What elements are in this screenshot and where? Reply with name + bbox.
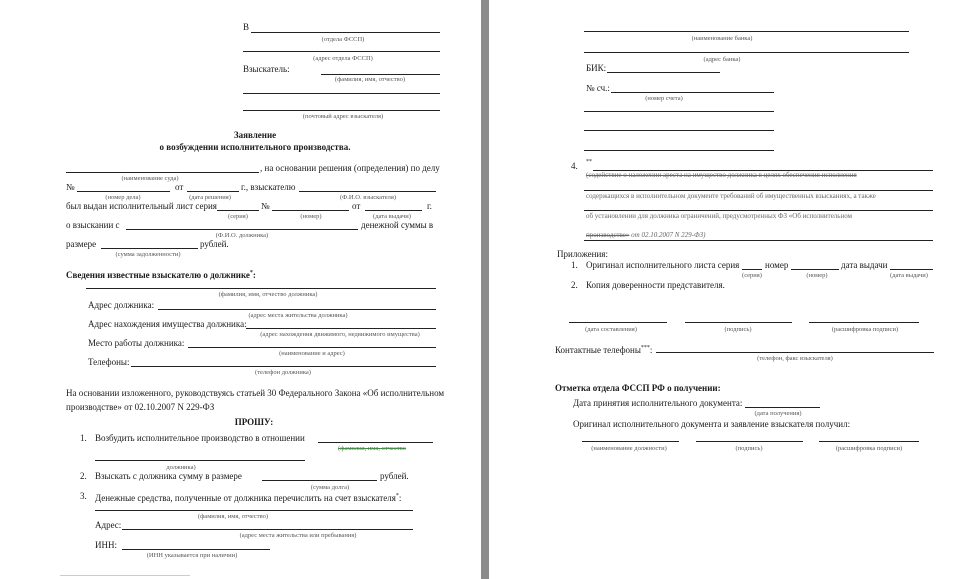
- work-line[interactable]: [188, 347, 436, 348]
- contacts-line[interactable]: [656, 352, 934, 353]
- att1-text: Оригинал исполнительного листа серия: [586, 260, 740, 270]
- contacts-label: Контактные телефоны***:: [555, 345, 653, 355]
- sign-date-line[interactable]: [569, 322, 667, 323]
- number-line[interactable]: [272, 210, 349, 211]
- account-extra-line-3[interactable]: [584, 150, 774, 151]
- basis-line-1: На основании изложенного, руководствуясь статьей 30 Федерального Закона «Об исполнительном: [66, 388, 445, 398]
- req2-rub: рублей.: [380, 471, 409, 481]
- position-line[interactable]: [582, 441, 679, 442]
- account-line[interactable]: [611, 92, 774, 93]
- req1-line[interactable]: [318, 442, 433, 443]
- item4-line-2: содержащихся в исполнительном документе требований об имущественных взысканиях, а также: [586, 192, 876, 200]
- sub-signature-2: (подпись): [735, 445, 763, 452]
- account-extra-line-1[interactable]: [584, 111, 774, 112]
- sign-decoding-line[interactable]: [809, 322, 919, 323]
- property-label: Адрес нахождения имущества должника:: [88, 319, 247, 329]
- document-page-right: [489, 0, 965, 579]
- collect-text: о взыскании с: [66, 220, 120, 230]
- sub-series: (серия): [228, 213, 248, 220]
- sub-postal: (почтовый адрес взыскателя): [302, 113, 384, 120]
- req3-sub-inn: (ИНН указывается при наличии): [146, 552, 238, 559]
- property-line[interactable]: [246, 328, 436, 329]
- sub-fio-debtor: (Ф.И.О. должника): [215, 232, 269, 239]
- inn-label: ИНН:: [95, 540, 117, 550]
- sub-decoding-2: (расшифровка подписи): [835, 445, 903, 452]
- debtor-fio-line[interactable]: [126, 229, 358, 230]
- phones-label: Телефоны:: [88, 357, 130, 367]
- debtor-phones-line[interactable]: [131, 366, 436, 367]
- decoding-line-2[interactable]: [819, 441, 919, 442]
- year-claimant-label: г., взыскателю: [241, 182, 296, 192]
- claimant-line[interactable]: [321, 74, 440, 75]
- to-prefix: В: [243, 22, 250, 32]
- bik-line[interactable]: [607, 72, 720, 73]
- doc-title: Заявление: [233, 130, 277, 140]
- claimant-line-2[interactable]: [243, 93, 440, 94]
- decision-date-line[interactable]: [187, 191, 239, 192]
- fssp-mark-heading: Отметка отдела ФССП РФ о получении:: [555, 383, 721, 393]
- attachments-heading: Приложения:: [557, 249, 608, 259]
- sub-claimant-name: (фамилия, имя, отчество): [334, 76, 406, 83]
- postal-line[interactable]: [243, 110, 440, 111]
- att1-sub-date: (дата выдачи): [890, 272, 928, 279]
- sub-contacts: (телефон, факс взыскателя): [757, 355, 833, 362]
- req1-line-2[interactable]: [95, 460, 305, 461]
- att1-number-line[interactable]: [791, 269, 839, 270]
- account-extra-line-2[interactable]: [584, 130, 774, 131]
- debtor-address-label: Адрес должника:: [88, 300, 155, 310]
- claimant-fio-line[interactable]: [299, 191, 436, 192]
- sub-fio-claimant: (Ф.И.О. взыскателя): [340, 194, 396, 201]
- item4-line-d[interactable]: [584, 240, 933, 241]
- item4-line-1: (содействие о наложении ареста на имущество должника в целях обеспечения исполнения: [586, 171, 857, 179]
- att2-text: Копия доверенности представителя.: [586, 280, 725, 290]
- sub-debt-sum: (сумма задолженности): [115, 251, 181, 258]
- basis-text: , на основании решения (определения) по делу: [260, 163, 440, 173]
- sub-decoding: (расшифровка подписи): [831, 326, 899, 333]
- req3-address-line[interactable]: [122, 529, 413, 530]
- att1-date-label: дата выдачи: [841, 260, 888, 270]
- req3-sub-fio: (фамилия, имя, отчество): [197, 513, 269, 520]
- no-label-2: №: [261, 201, 270, 211]
- req2-sub: (сумма долга): [310, 484, 350, 491]
- sub-date-decision: (дата решения): [189, 194, 231, 201]
- bank-line[interactable]: [584, 31, 909, 32]
- court-line[interactable]: [66, 172, 259, 173]
- accept-date-label: Дата принятия исполнительного документа:: [573, 398, 743, 408]
- g-label: г.: [427, 201, 432, 211]
- money-text: денежной суммы в: [361, 220, 434, 230]
- sub-dept: (отдела ФССП): [321, 36, 365, 43]
- sub-debtor-fio: (фамилия, имя, отчество должника): [218, 291, 318, 298]
- bank-address-line[interactable]: [584, 52, 909, 53]
- req3-fio-line[interactable]: [95, 510, 413, 511]
- account-label: № сч.:: [586, 83, 610, 93]
- doc-subtitle: о возбуждении исполнительного производства.: [159, 142, 351, 152]
- req2-num: 2.: [80, 471, 87, 481]
- case-line[interactable]: [77, 191, 170, 192]
- sub-issue-date: (дата выдачи): [373, 213, 411, 220]
- sub-number: (номер): [300, 213, 322, 220]
- sign-signature-line[interactable]: [685, 322, 792, 323]
- sub-date-made: (дата составления): [585, 326, 637, 333]
- sub-debtor-address: (адрес места жительства должника): [248, 312, 348, 319]
- att1-sub-number: (номер): [806, 272, 828, 279]
- issued-text: был выдан исполнительный лист серия: [66, 201, 217, 211]
- req2-line[interactable]: [262, 480, 377, 481]
- att1-sub-series: (серия): [742, 272, 762, 279]
- issue-date-line[interactable]: [365, 210, 422, 211]
- debt-sum-line[interactable]: [101, 248, 198, 249]
- req1-num: 1.: [80, 433, 87, 443]
- att1-date-line[interactable]: [890, 269, 933, 270]
- att1-number-label: номер: [765, 260, 789, 270]
- sub-case: (номер дела): [105, 194, 141, 201]
- claimant-label: Взыскатель:: [243, 64, 290, 74]
- req3-sub-address: (адрес места жительства или пребывания): [239, 532, 357, 539]
- sub-bank-address: (адрес банка): [703, 56, 741, 63]
- received-label: Оригинал исполнительного документа и заявление взыскателя получил:: [573, 419, 851, 429]
- req2-text: Взыскать с должника сумму в размере: [95, 471, 242, 481]
- series-line[interactable]: [217, 210, 259, 211]
- sub-property: (адрес нахождения движимого, недвижимого имущества): [260, 331, 420, 338]
- att1-series-line[interactable]: [742, 269, 762, 270]
- item4-line-3: об установлении для должника ограничений, предусмотренных ФЗ «Об исполнительном: [586, 212, 853, 220]
- amount-text: размере: [66, 239, 97, 249]
- dept-address-line[interactable]: [243, 51, 440, 52]
- footnote-rule: [60, 575, 190, 576]
- dept-line[interactable]: [251, 32, 440, 33]
- att1-num: 1.: [571, 260, 578, 270]
- item4-line-4: производстве» от 02.10.2007 N 229-ФЗ): [586, 231, 706, 239]
- document-page-left: [0, 0, 481, 579]
- sub-debtor-phones: (телефон должника): [255, 369, 311, 376]
- sub-court: (наименование суда): [121, 175, 179, 182]
- req1-sub-2: должника): [166, 464, 196, 471]
- inn-line[interactable]: [122, 549, 270, 550]
- prosu-heading: ПРОШУ:: [234, 417, 274, 427]
- accept-date-line[interactable]: [745, 407, 820, 408]
- item4-mark: **: [586, 159, 592, 165]
- no-label: №: [66, 182, 75, 192]
- req1-sub: (фамилия, имя, отчество: [338, 445, 406, 452]
- sub-account: (номер счета): [645, 95, 683, 102]
- rubles-text: рублей.: [200, 239, 229, 249]
- from-label-2: от: [352, 201, 361, 211]
- signature-line-2[interactable]: [696, 441, 803, 442]
- from-label: от: [175, 182, 184, 192]
- work-label: Место работы должника:: [88, 338, 185, 348]
- sub-work: (наименование и адрес): [279, 350, 345, 357]
- sub-signature: (подпись): [724, 326, 752, 333]
- item4-num: 4.: [571, 161, 578, 171]
- req1-text: Возбудить исполнительное производство в отношении: [95, 433, 305, 443]
- sub-receipt-date: (дата получения): [754, 410, 802, 417]
- sub-position: (наименование должности): [591, 445, 667, 452]
- basis-line-2: производстве» от 02.10.2007 N 229-ФЗ: [66, 402, 215, 412]
- req3-text: Денежные средства, полученные от должника перечислить на счет взыскателя*:: [95, 493, 402, 503]
- bik-label: БИК:: [586, 63, 607, 73]
- sub-bank: (наименование банка): [691, 35, 753, 42]
- att2-num: 2.: [571, 280, 578, 290]
- debtor-heading: Сведения известные взыскателю о должнике*:: [66, 270, 256, 280]
- req3-num: 3.: [80, 491, 87, 501]
- sub-dept-address: (адрес отдела ФССП): [313, 55, 373, 62]
- debtor-fio-line-2[interactable]: [86, 288, 436, 289]
- debtor-address-line[interactable]: [158, 309, 436, 310]
- req3-address-label: Адрес:: [95, 520, 122, 530]
